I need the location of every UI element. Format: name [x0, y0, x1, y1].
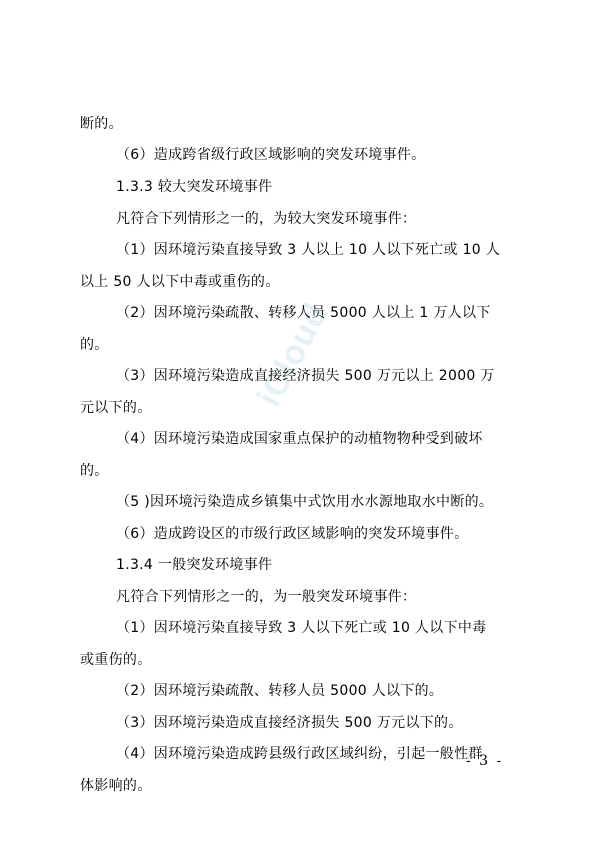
text-line-11: （4）因环境污染造成国家重点保护的动植物物种受到破坏: [116, 431, 483, 447]
text-line-20: （3）因环境污染造成直接经济损失 500 万元以下的。: [116, 715, 463, 731]
text-line-19: （2）因环境污染疏散、转移人员 5000 人以下的。: [116, 683, 444, 699]
text-line-2: （6）造成跨省级行政区域影响的突发环境事件。: [116, 147, 426, 163]
text-line-9: （3）因环境污染造成直接经济损失 500 万元以上 2000 万: [116, 368, 495, 384]
text-line-6: 以上 50 人以下中毒或重伤的。: [80, 274, 280, 290]
text-line-21: （4）因环境污染造成跨县级行政区域纠纷，引起一般性群: [116, 746, 483, 762]
text-line-17: （1）因环境污染直接导致 3 人以下死亡或 10 人以下中毒: [116, 620, 487, 636]
text-line-22: 体影响的。: [80, 778, 152, 794]
section-heading-1-3-4: 1.3.4 一般突发环境事件: [116, 557, 273, 573]
text-line-16: 凡符合下列情形之一的，为一般突发环境事件：: [116, 589, 417, 605]
text-line-14: （6）造成跨设区的市级行政区域影响的突发环境事件。: [116, 526, 469, 542]
section-heading-1-3-3: 1.3.3 较大突发环境事件: [116, 179, 273, 195]
text-line-1: 断的。: [80, 116, 123, 132]
text-line-7: （2）因环境污染疏散、转移人员 5000 人以上 1 万人以下: [116, 305, 491, 321]
text-line-12: 的。: [80, 463, 109, 479]
text-line-10: 元以下的。: [80, 400, 152, 416]
text-line-5: （1）因环境污染直接导致 3 人以上 10 人以下死亡或 10 人: [116, 242, 501, 258]
text-line-4: 凡符合下列情形之一的，为较大突发环境事件：: [116, 211, 417, 227]
page-number: - 3 -: [466, 753, 504, 769]
watermark: iCloud: [250, 296, 337, 413]
text-line-13: （5 )因环境污染造成乡镇集中式饮用水水源地取水中断的。: [116, 494, 494, 510]
text-line-18: 或重伤的。: [80, 652, 152, 668]
text-line-8: 的。: [80, 337, 109, 353]
